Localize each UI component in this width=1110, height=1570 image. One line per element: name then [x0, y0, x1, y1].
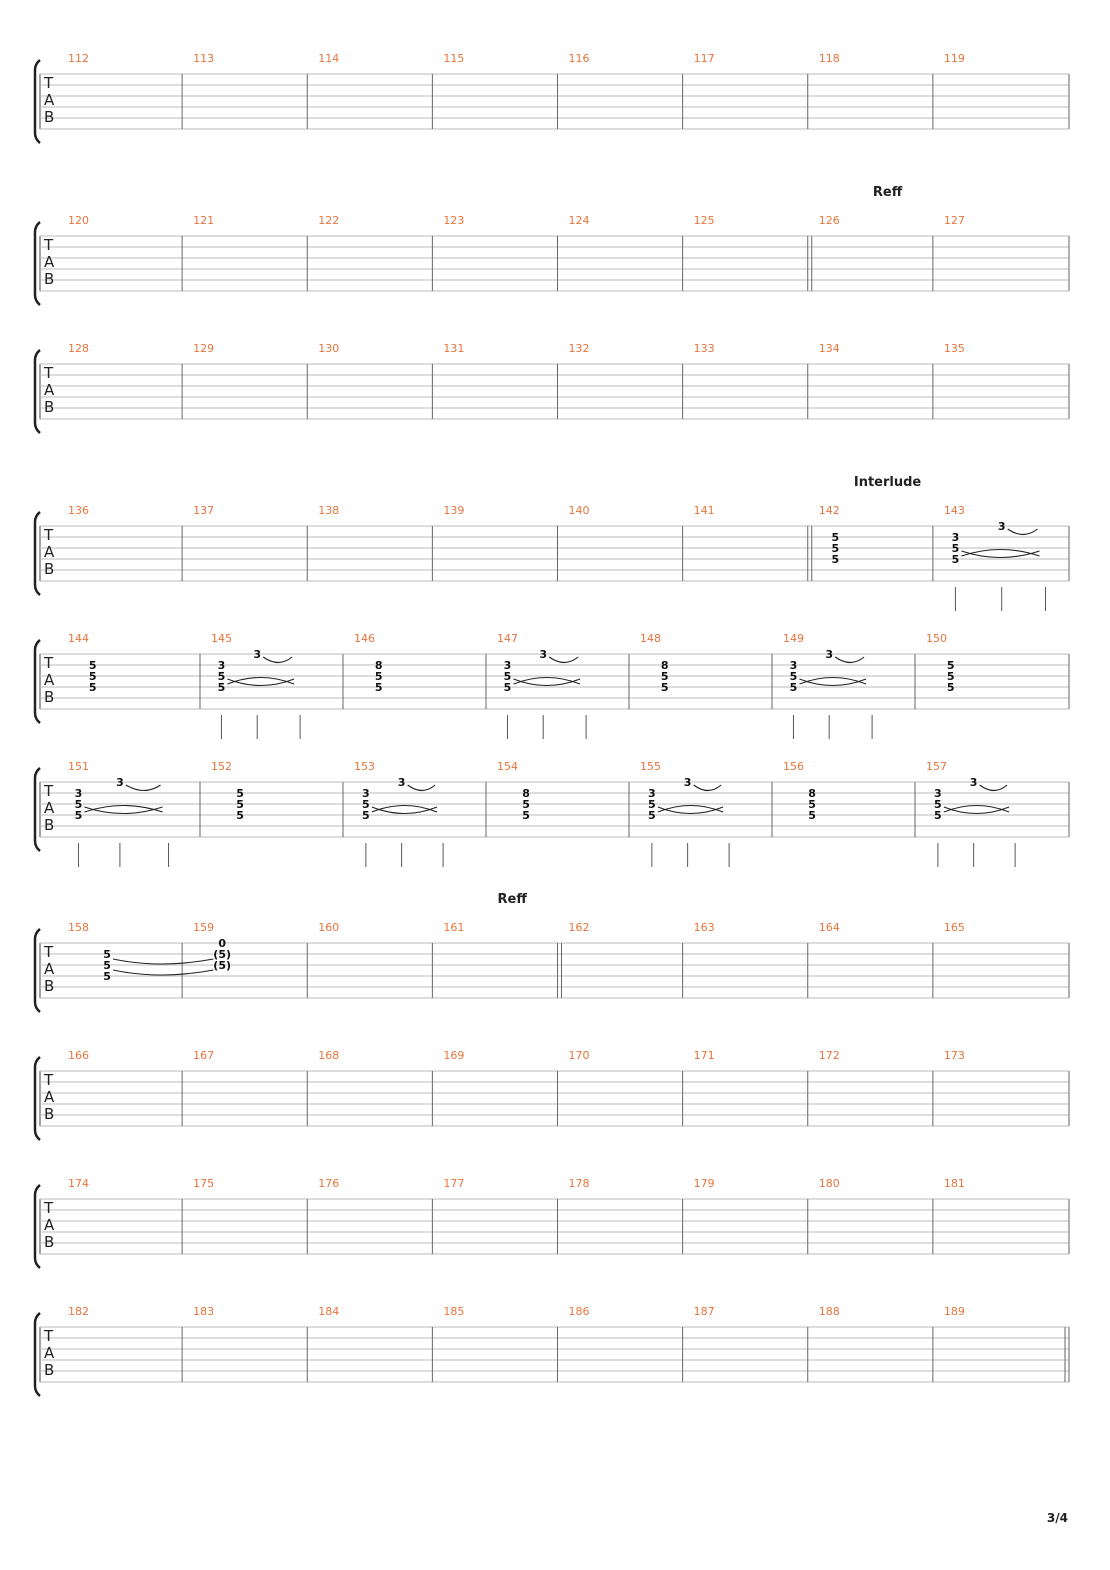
section-label: Interlude	[853, 475, 922, 490]
tab-clef-letter: A	[44, 91, 55, 109]
measure-number: 151	[68, 760, 89, 773]
fret-number: 5	[789, 681, 798, 694]
measure-number: 144	[68, 632, 89, 645]
tab-clef-letter: A	[44, 253, 55, 271]
tab-clef-letter: A	[44, 1088, 55, 1106]
fret-number: 5	[660, 670, 669, 683]
measure-number: 181	[943, 1177, 965, 1190]
measure-number: 117	[693, 52, 715, 65]
measure-number: 149	[783, 632, 804, 645]
fret-number: 5	[362, 809, 370, 822]
section-label: Reff	[497, 892, 527, 907]
fret-number: 5	[808, 809, 816, 822]
measure-number: 184	[318, 1305, 340, 1318]
tab-clef-letter: A	[44, 543, 55, 561]
measure-number: 161	[443, 921, 465, 934]
measure-number: 167	[193, 1049, 215, 1062]
fret-number: 5	[648, 809, 656, 822]
fret-number: 5	[236, 787, 244, 800]
measure-number: 146	[354, 632, 375, 645]
tab-clef-letter: B	[44, 1105, 55, 1123]
measure-number: 166	[68, 1049, 89, 1062]
fret-number: 5	[217, 670, 226, 683]
tab-clef-letter: B	[44, 560, 55, 578]
fret-number: 5	[362, 798, 370, 811]
measure-number: 137	[193, 504, 215, 517]
tab-clef-letter: A	[44, 1344, 55, 1362]
fret-number: 5	[236, 798, 244, 811]
tab-clef-letter: T	[44, 782, 54, 800]
measure-number: 124	[568, 214, 590, 227]
fret-number: 5	[831, 553, 840, 566]
fret-number: 3	[539, 648, 548, 661]
measure-number: 136	[68, 504, 89, 517]
fret-number: 3	[951, 531, 960, 544]
measure-number: 115	[443, 52, 465, 65]
fret-number: 5	[217, 681, 226, 694]
measure-number: 174	[68, 1177, 89, 1190]
measure-number: 171	[693, 1049, 715, 1062]
tab-clef-letter: B	[44, 1361, 55, 1379]
page-number: 3/4	[1046, 1511, 1068, 1525]
measure-number: 152	[211, 760, 232, 773]
fret-number: 5	[103, 959, 111, 972]
fret-number: 8	[660, 659, 669, 672]
measure-number: 177	[443, 1177, 465, 1190]
measure-number: 113	[193, 52, 215, 65]
fret-number: 5	[934, 798, 942, 811]
tab-clef-letter: A	[44, 671, 55, 689]
fret-number: 5	[522, 798, 530, 811]
measure-number: 141	[693, 504, 715, 517]
fret-number: 5	[74, 809, 83, 822]
fret-number: 3	[74, 787, 83, 800]
measure-number: 140	[568, 504, 590, 517]
fret-number: 5	[88, 681, 97, 694]
measure-number: 147	[497, 632, 518, 645]
measure-number: 182	[68, 1305, 89, 1318]
fret-number: 5	[103, 948, 111, 961]
tab-clef-letter: T	[44, 236, 54, 254]
measure-number: 185	[443, 1305, 465, 1318]
measure-number: 173	[943, 1049, 965, 1062]
tab-clef-letter: B	[44, 816, 55, 834]
measure-number: 127	[943, 214, 965, 227]
fret-number: 5	[934, 809, 942, 822]
fret-number: 5	[503, 670, 512, 683]
measure-number: 130	[318, 342, 340, 355]
fret-number: 3	[397, 776, 406, 789]
measure-number: 121	[193, 214, 215, 227]
fret-number: 5	[374, 681, 383, 694]
measure-number: 116	[568, 52, 590, 65]
fret-number: 3	[825, 648, 834, 661]
measure-number: 163	[693, 921, 715, 934]
measure-number: 179	[693, 1177, 715, 1190]
measure-number: 126	[818, 214, 840, 227]
measure-number: 119	[943, 52, 965, 65]
tab-clef-letter: A	[44, 799, 55, 817]
fret-number: 5	[951, 553, 960, 566]
fret-number: 3	[362, 787, 370, 800]
fret-number: 3	[969, 776, 978, 789]
fret-number: 5	[374, 670, 383, 683]
measure-number: 157	[926, 760, 947, 773]
fret-number: 5	[74, 798, 83, 811]
tab-clef-letter: T	[44, 364, 54, 382]
tab-clef-letter: A	[44, 960, 55, 978]
measure-number: 183	[193, 1305, 215, 1318]
measure-number: 142	[818, 504, 840, 517]
tab-clef-letter: A	[44, 381, 55, 399]
measure-number: 112	[68, 52, 89, 65]
measure-number: 129	[193, 342, 215, 355]
measure-number: 169	[443, 1049, 465, 1062]
measure-number: 165	[943, 921, 965, 934]
tab-clef-letter: T	[44, 654, 54, 672]
measure-number: 135	[943, 342, 965, 355]
tab-clef-letter: B	[44, 108, 55, 126]
tab-clef-letter: B	[44, 977, 55, 995]
fret-number: 5	[808, 798, 816, 811]
measure-number: 162	[568, 921, 590, 934]
tab-clef-letter: T	[44, 943, 54, 961]
fret-number: 5	[831, 542, 840, 555]
measure-number: 138	[318, 504, 340, 517]
measure-number: 178	[568, 1177, 590, 1190]
measure-number: 128	[68, 342, 89, 355]
fret-number: 3	[503, 659, 512, 672]
measure-number: 118	[818, 52, 840, 65]
fret-number: 5	[648, 798, 656, 811]
measure-number: 120	[68, 214, 89, 227]
measure-number: 125	[693, 214, 715, 227]
fret-number: 5	[946, 681, 955, 694]
measure-number: 160	[318, 921, 340, 934]
measure-number: 131	[443, 342, 465, 355]
measure-number: 164	[818, 921, 840, 934]
fret-number: (5)	[213, 948, 232, 961]
measure-number: 145	[211, 632, 232, 645]
fret-number: 5	[522, 809, 530, 822]
measure-number: 180	[818, 1177, 840, 1190]
fret-number: 5	[946, 659, 955, 672]
fret-number: (5)	[213, 959, 232, 972]
measure-number: 150	[926, 632, 947, 645]
fret-number: 5	[103, 970, 111, 983]
tab-clef-letter: A	[44, 1216, 55, 1234]
fret-number: 0	[218, 937, 226, 950]
measure-number: 188	[818, 1305, 840, 1318]
measure-number: 186	[568, 1305, 590, 1318]
fret-number: 3	[997, 520, 1006, 533]
fret-number: 5	[831, 531, 840, 544]
section-label: Reff	[872, 185, 903, 200]
fret-number: 3	[648, 787, 656, 800]
fret-number: 5	[946, 670, 955, 683]
measure-number: 176	[318, 1177, 340, 1190]
measure-number: 154	[497, 760, 518, 773]
tab-clef-letter: B	[44, 688, 55, 706]
measure-number: 133	[693, 342, 715, 355]
fret-number: 5	[951, 542, 960, 555]
fret-number: 3	[217, 659, 226, 672]
fret-number: 5	[88, 670, 97, 683]
fret-number: 5	[88, 659, 97, 672]
measure-number: 143	[943, 504, 965, 517]
fret-number: 8	[374, 659, 383, 672]
fret-number: 8	[522, 787, 530, 800]
fret-number: 3	[683, 776, 692, 789]
measure-number: 114	[318, 52, 340, 65]
measure-number: 170	[568, 1049, 590, 1062]
tab-clef-letter: T	[44, 1199, 54, 1217]
fret-number: 3	[934, 787, 942, 800]
measure-number: 148	[640, 632, 661, 645]
fret-number: 3	[789, 659, 798, 672]
measure-number: 159	[193, 921, 215, 934]
measure-number: 122	[318, 214, 340, 227]
tab-clef-letter: T	[44, 526, 54, 544]
fret-number: 5	[503, 681, 512, 694]
measure-number: 158	[68, 921, 89, 934]
fret-number: 5	[789, 670, 798, 683]
measure-number: 123	[443, 214, 465, 227]
measure-number: 153	[354, 760, 375, 773]
tab-clef-letter: T	[44, 74, 54, 92]
tab-clef-letter: T	[44, 1071, 54, 1089]
tab-clef-letter: B	[44, 1233, 55, 1251]
tab-clef-letter: B	[44, 398, 55, 416]
measure-number: 134	[818, 342, 840, 355]
measure-number: 172	[818, 1049, 840, 1062]
measure-number: 187	[693, 1305, 715, 1318]
tab-clef-letter: T	[44, 1327, 54, 1345]
fret-number: 8	[808, 787, 816, 800]
fret-number: 5	[236, 809, 244, 822]
fret-number: 5	[660, 681, 669, 694]
measure-number: 189	[943, 1305, 965, 1318]
measure-number: 156	[783, 760, 804, 773]
measure-number: 168	[318, 1049, 340, 1062]
measure-number: 132	[568, 342, 590, 355]
measure-number: 175	[193, 1177, 215, 1190]
fret-number: 3	[116, 776, 124, 789]
measure-number: 155	[640, 760, 661, 773]
measure-number: 139	[443, 504, 465, 517]
tab-clef-letter: B	[44, 270, 55, 288]
fret-number: 3	[253, 648, 262, 661]
